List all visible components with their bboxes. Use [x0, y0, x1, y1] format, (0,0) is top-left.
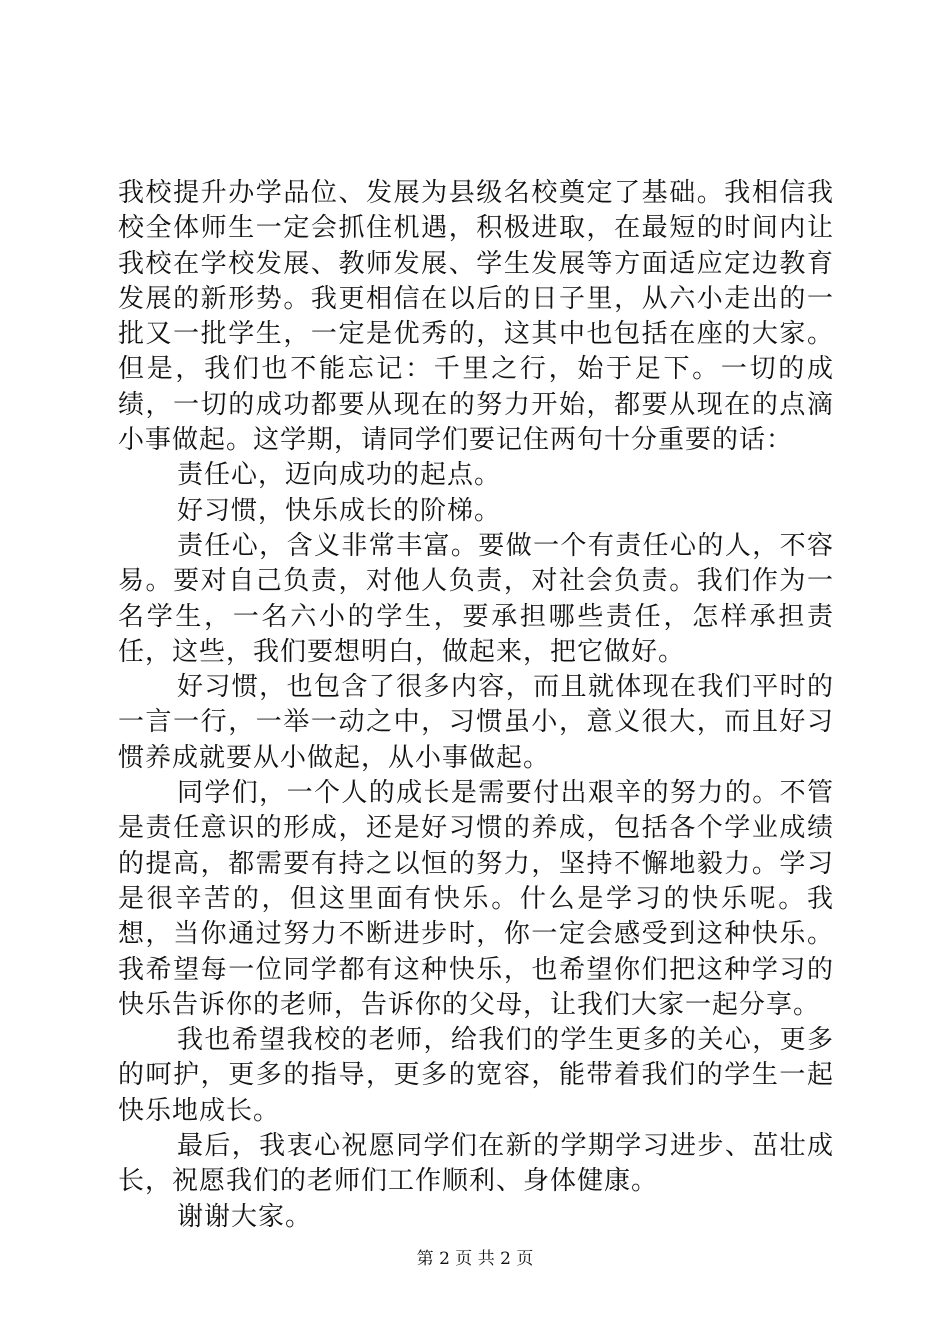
paragraph-teachers: 我也希望我校的老师，给我们的学生更多的关心，更多的呵护，更多的指导，更多的宽容，能带着我们的学生一起快乐地成长。: [118, 1025, 834, 1126]
paragraph-good-habits: 好习惯，也包含了很多内容，而且就体现在我们平时的一言一行，一举一动之中，习惯虽小，意义很大，而且好习惯养成就要从小做起，从小事做起。: [118, 672, 834, 773]
paragraph-motto-responsibility: 责任心，迈向成功的起点。: [177, 460, 502, 491]
paragraph-continuation: 我校提升办学品位、发展为县级名校奠定了基础。我相信我校全体师生一定会抓住机遇，积极进取，在最短的时间内让我校在学校发展、教师发展、学生发展等方面适应定边教育发展的新形势。我更相信在以后的日子里，从六小走出的一批又一批学生，一定是优秀的，这其中也包括在座的大家。但是，我们也不能忘记：千里之行，始于足下。一切的成绩，一切的成功都要从现在的努力开始，都要从现在的点滴小事做起。这学期，请同学们要记住两句十分重要的话：: [118, 178, 834, 456]
paragraph-responsibility: 责任心，含义非常丰富。要做一个有责任心的人，不容易。要对自己负责，对他人负责，对社会负责。我们作为一名学生，一名六小的学生，要承担哪些责任，怎样承担责任，这些，我们要想明白，做起来，把它做好。: [118, 530, 834, 667]
page-number-footer: 第 2 页 共 2 页: [416, 1249, 534, 1269]
document-body: [118, 176, 834, 1235]
paragraph-motto-habits: 好习惯，快乐成长的阶梯。: [177, 495, 502, 526]
paragraph-effort: 同学们，一个人的成长是需要付出艰辛的努力的。不管是责任意识的形成，还是好习惯的养成，包括各个学业成绩的提高，都需要有持之以恒的努力，坚持不懈地毅力。学习是很辛苦的，但这里面有快乐。什么是学习的快乐呢。我想，当你通过努力不断进步时，你一定会感受到这种快乐。我希望每一位同学都有这种快乐，也希望你们把这种学习的快乐告诉你的老师，告诉你的父母，让我们大家一起分享。: [118, 778, 834, 1020]
paragraph-wishes: 最后，我衷心祝愿同学们在新的学期学习进步、茁壮成长，祝愿我们的老师们工作顺利、身体健康。: [118, 1131, 834, 1197]
paragraph-thanks: 谢谢大家。: [177, 1201, 313, 1232]
